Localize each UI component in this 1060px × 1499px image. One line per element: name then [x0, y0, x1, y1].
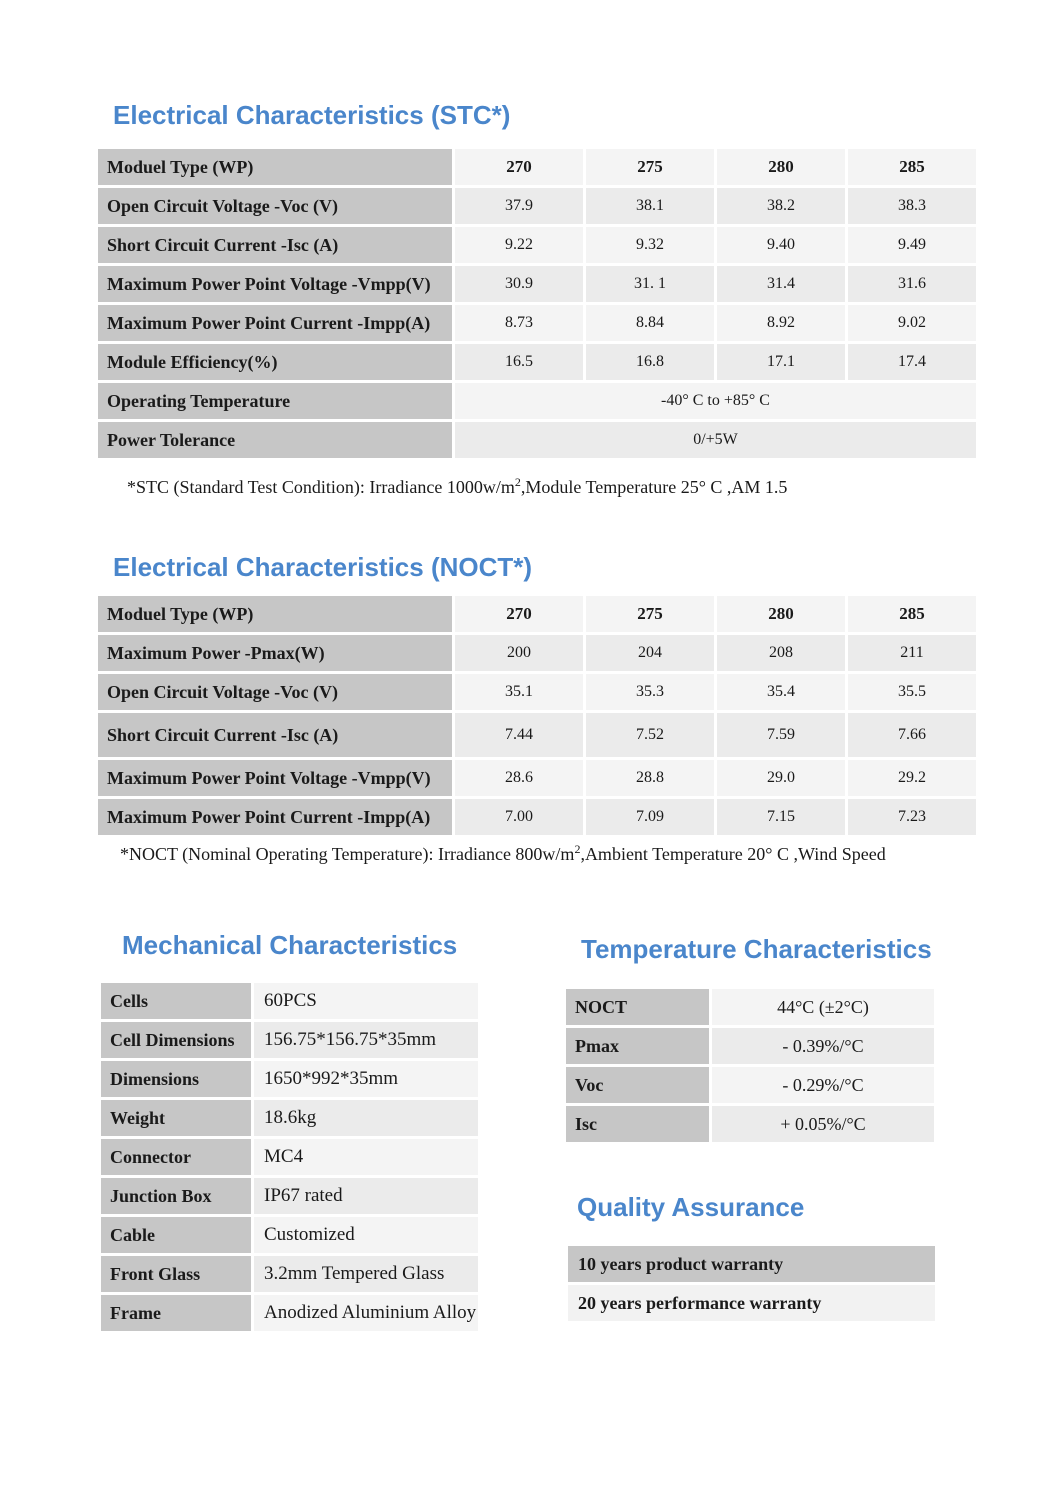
value-cell: 211	[848, 635, 976, 671]
row-label-cell: Cells	[101, 983, 251, 1019]
value-cell: 35.5	[848, 674, 976, 710]
value-cell: 7.00	[455, 799, 583, 835]
value-cell: 0/+5W	[455, 422, 976, 458]
value-cell: 16.5	[455, 344, 583, 380]
table-row	[98, 149, 976, 185]
row-label-cell: Dimensions	[101, 1061, 251, 1097]
value-cell: 270	[455, 596, 583, 632]
row-label-cell: Moduel Type (WP)	[98, 596, 452, 632]
value-cell: Customized	[254, 1217, 478, 1253]
row-label-cell: Short Circuit Current -Isc (A)	[98, 713, 452, 757]
value-cell: MC4	[254, 1139, 478, 1175]
value-cell: 30.9	[455, 266, 583, 302]
table-row	[98, 227, 976, 263]
noct-footnote-superscript: 2	[574, 842, 581, 856]
table-row	[101, 1100, 478, 1136]
table-row	[566, 1028, 934, 1064]
table-row	[98, 635, 976, 671]
row-label-cell: NOCT	[566, 989, 709, 1025]
value-cell: 204	[586, 635, 714, 671]
value-cell: 7.52	[586, 713, 714, 757]
temperature-section-title: Temperature Characteristics	[581, 934, 932, 964]
value-cell: 285	[848, 596, 976, 632]
value-cell: 208	[717, 635, 845, 671]
row-label-cell: Module Efficiency(%)	[98, 344, 452, 380]
noct-footnote-text-cont: ,Ambient Temperature 20° C ,Wind Speed	[580, 844, 886, 864]
table-row	[568, 1285, 935, 1321]
value-cell: - 0.29%/°C	[712, 1067, 934, 1103]
value-cell: 9.32	[586, 227, 714, 263]
value-cell: 17.1	[717, 344, 845, 380]
value-cell: IP67 rated	[254, 1178, 478, 1214]
row-label-cell: Maximum Power Point Voltage -Vmpp(V)	[98, 266, 452, 302]
row-label-cell: Cable	[101, 1217, 251, 1253]
value-cell: 29.2	[848, 760, 976, 796]
table-row	[101, 1295, 478, 1331]
value-cell: 9.49	[848, 227, 976, 263]
warranty-cell: 20 years performance warranty	[568, 1285, 935, 1321]
stc-section-title: Electrical Characteristics (STC*)	[113, 100, 511, 130]
value-cell: 7.66	[848, 713, 976, 757]
row-label-cell: Voc	[566, 1067, 709, 1103]
value-cell: 38.1	[586, 188, 714, 224]
stc-footnote-superscript: 2	[514, 475, 521, 489]
row-label-cell: Maximum Power Point Current -Impp(A)	[98, 305, 452, 341]
value-cell: - 0.39%/°C	[712, 1028, 934, 1064]
value-cell: 7.59	[717, 713, 845, 757]
value-cell: 280	[717, 149, 845, 185]
value-cell: 9.40	[717, 227, 845, 263]
value-cell: 200	[455, 635, 583, 671]
value-cell: 38.2	[717, 188, 845, 224]
mechanical-table	[98, 980, 481, 1334]
value-cell: 35.4	[717, 674, 845, 710]
quality-table	[565, 1243, 938, 1324]
noct-section-title: Electrical Characteristics (NOCT*)	[113, 552, 533, 582]
value-cell: 37.9	[455, 188, 583, 224]
table-row	[98, 344, 976, 380]
value-cell: 35.3	[586, 674, 714, 710]
noct-table	[95, 593, 979, 838]
value-cell: 156.75*156.75*35mm	[254, 1022, 478, 1058]
row-label-cell: Weight	[101, 1100, 251, 1136]
value-cell: 275	[586, 596, 714, 632]
table-row	[98, 188, 976, 224]
value-cell: 7.09	[586, 799, 714, 835]
table-row	[101, 1061, 478, 1097]
value-cell: 17.4	[848, 344, 976, 380]
value-cell: 1650*992*35mm	[254, 1061, 478, 1097]
table-row	[101, 1022, 478, 1058]
value-cell: 7.44	[455, 713, 583, 757]
row-label-cell: Junction Box	[101, 1178, 251, 1214]
row-label-cell: Maximum Power Point Voltage -Vmpp(V)	[98, 760, 452, 796]
table-row	[98, 422, 976, 458]
value-cell: 28.6	[455, 760, 583, 796]
row-label-cell: Frame	[101, 1295, 251, 1331]
noct-footnote	[120, 842, 886, 865]
row-label-cell: Connector	[101, 1139, 251, 1175]
table-row	[568, 1246, 935, 1282]
table-row	[98, 713, 976, 757]
table-row	[101, 983, 478, 1019]
value-cell: -40° C to +85° C	[455, 383, 976, 419]
value-cell: 18.6kg	[254, 1100, 478, 1136]
table-row	[98, 266, 976, 302]
value-cell: 3.2mm Tempered Glass	[254, 1256, 478, 1292]
value-cell: 9.02	[848, 305, 976, 341]
value-cell: 29.0	[717, 760, 845, 796]
warranty-cell: 10 years product warranty	[568, 1246, 935, 1282]
table-row	[101, 1256, 478, 1292]
value-cell: 7.23	[848, 799, 976, 835]
value-cell: 270	[455, 149, 583, 185]
row-label-cell: Short Circuit Current -Isc (A)	[98, 227, 452, 263]
value-cell: 35.1	[455, 674, 583, 710]
value-cell: 31.4	[717, 266, 845, 302]
row-label-cell: Maximum Power Point Current -Impp(A)	[98, 799, 452, 835]
row-label-cell: Pmax	[566, 1028, 709, 1064]
table-row	[101, 1139, 478, 1175]
stc-footnote	[127, 475, 787, 498]
value-cell: 44°C (±2°C)	[712, 989, 934, 1025]
table-row	[98, 596, 976, 632]
value-cell: 285	[848, 149, 976, 185]
stc-footnote-text: *STC (Standard Test Condition): Irradiance 1000w/m	[127, 477, 515, 497]
value-cell: 9.22	[455, 227, 583, 263]
value-cell: 38.3	[848, 188, 976, 224]
table-row	[566, 1067, 934, 1103]
table-row	[98, 760, 976, 796]
table-row	[98, 305, 976, 341]
row-label-cell: Maximum Power -Pmax(W)	[98, 635, 452, 671]
row-label-cell: Open Circuit Voltage -Voc (V)	[98, 188, 452, 224]
table-row	[566, 1106, 934, 1142]
table-row	[101, 1217, 478, 1253]
mechanical-section-title: Mechanical Characteristics	[122, 930, 458, 960]
row-label-cell: Operating Temperature	[98, 383, 452, 419]
row-label-cell: Front Glass	[101, 1256, 251, 1292]
row-label-cell: Open Circuit Voltage -Voc (V)	[98, 674, 452, 710]
value-cell: 31.6	[848, 266, 976, 302]
table-row	[98, 674, 976, 710]
value-cell: 60PCS	[254, 983, 478, 1019]
value-cell: 8.84	[586, 305, 714, 341]
value-cell: + 0.05%/°C	[712, 1106, 934, 1142]
table-row	[98, 383, 976, 419]
table-row	[566, 989, 934, 1025]
value-cell: Anodized Aluminium Alloy	[254, 1295, 478, 1331]
value-cell: 8.92	[717, 305, 845, 341]
row-label-cell: Cell Dimensions	[101, 1022, 251, 1058]
temperature-table	[563, 986, 937, 1145]
stc-footnote-text-cont: ,Module Temperature 25° C ,AM 1.5	[520, 477, 788, 497]
value-cell: 8.73	[455, 305, 583, 341]
value-cell: 280	[717, 596, 845, 632]
table-row	[98, 799, 976, 835]
row-label-cell: Moduel Type (WP)	[98, 149, 452, 185]
table-row	[101, 1178, 478, 1214]
row-label-cell: Isc	[566, 1106, 709, 1142]
value-cell: 16.8	[586, 344, 714, 380]
value-cell: 7.15	[717, 799, 845, 835]
value-cell: 31. 1	[586, 266, 714, 302]
value-cell: 275	[586, 149, 714, 185]
value-cell: 28.8	[586, 760, 714, 796]
row-label-cell: Power Tolerance	[98, 422, 452, 458]
stc-table	[95, 146, 979, 461]
quality-section-title: Quality Assurance	[577, 1192, 805, 1222]
noct-footnote-text: *NOCT (Nominal Operating Temperature): Irradiance 800w/m	[120, 844, 575, 864]
